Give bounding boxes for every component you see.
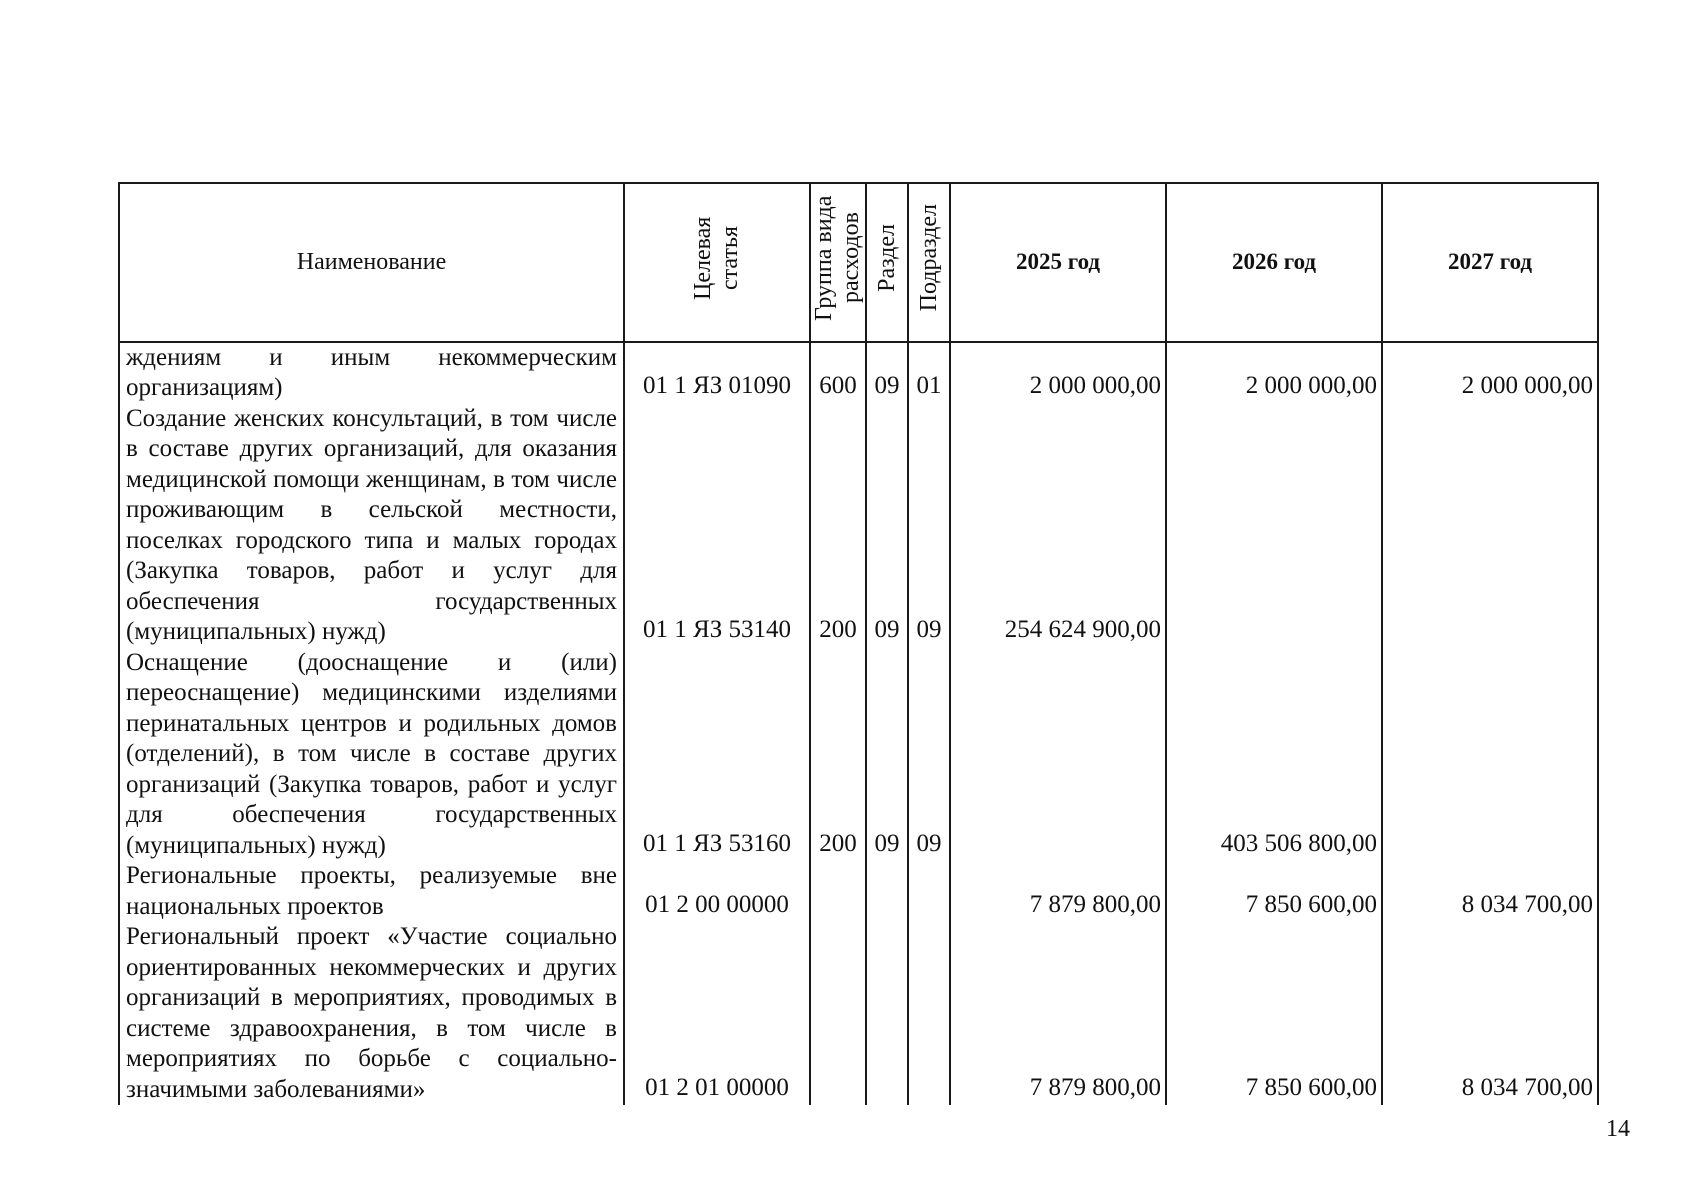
row-2026 — [1166, 404, 1382, 648]
table-row — [119, 861, 1598, 922]
row-article: 01 1 ЯЗ 01090 — [624, 342, 810, 404]
row-section: 09 — [866, 648, 908, 862]
row-article: 01 2 01 00000 — [624, 922, 810, 1105]
row-group — [810, 861, 866, 922]
row-group: 200 — [810, 404, 866, 648]
row-2026: 7 850 600,00 — [1166, 922, 1382, 1105]
row-2025 — [950, 648, 1166, 862]
row-name: Создание женских консультаций, в том числе в составе других организаций, для оказания медицинской помощи женщинам, в том числе проживающим в сельской местности, поселках городского типа и малых городах (Закупка товаров, работ и услуг для обеспечения государственных (муниципальных) нужд) — [119, 404, 624, 648]
row-subsection — [908, 861, 950, 922]
row-2027: 2 000 000,00 — [1382, 342, 1598, 404]
row-2025: 7 879 800,00 — [950, 922, 1166, 1105]
row-group — [810, 922, 866, 1105]
header-name: Наименование — [119, 183, 624, 342]
row-article: 01 1 ЯЗ 53140 — [624, 404, 810, 648]
row-article: 01 2 00 00000 — [624, 861, 810, 922]
header-section-label: Раздел — [873, 224, 900, 292]
header-subsection — [908, 183, 950, 342]
row-section: 09 — [866, 342, 908, 404]
table-row — [119, 922, 1598, 1105]
row-section — [866, 861, 908, 922]
header-target-article — [624, 183, 810, 342]
row-name: Региональный проект «Участие социально ориентированных некоммерческих и других организаций в мероприятиях, проводимых в системе здравоохранения, в том числе в мероприятиях по борьбе с социально-значимыми заболеваниями» — [119, 922, 624, 1105]
row-2027: 8 034 700,00 — [1382, 861, 1598, 922]
table-row — [119, 342, 1598, 404]
row-subsection — [908, 922, 950, 1105]
header-2026: 2026 год — [1166, 183, 1382, 342]
header-2025: 2025 год — [950, 183, 1166, 342]
row-subsection: 01 — [908, 342, 950, 404]
budget-table — [118, 182, 1599, 1105]
row-group: 200 — [810, 648, 866, 862]
row-2026: 7 850 600,00 — [1166, 861, 1382, 922]
header-2027: 2027 год — [1382, 183, 1598, 342]
row-section: 09 — [866, 404, 908, 648]
row-2027: 8 034 700,00 — [1382, 922, 1598, 1105]
table-row — [119, 404, 1598, 648]
row-2025: 7 879 800,00 — [950, 861, 1166, 922]
page-number: 14 — [1606, 1116, 1630, 1142]
row-2027 — [1382, 648, 1598, 862]
row-group: 600 — [810, 342, 866, 404]
header-expense-group-label: Группа вида расходов — [811, 195, 864, 321]
row-subsection: 09 — [908, 404, 950, 648]
row-2027 — [1382, 404, 1598, 648]
header-section — [866, 183, 908, 342]
table-header-row — [119, 183, 1598, 342]
row-2026: 403 506 800,00 — [1166, 648, 1382, 862]
row-2025: 254 624 900,00 — [950, 404, 1166, 648]
table-row — [119, 648, 1598, 862]
row-section — [866, 922, 908, 1105]
row-name: Региональные проекты, реализуемые вне национальных проектов — [119, 861, 624, 922]
row-article: 01 1 ЯЗ 53160 — [624, 648, 810, 862]
row-name: ждениям и иным некоммерческим организациям) — [119, 342, 624, 404]
header-target-article-label: Целевая статья — [690, 216, 743, 300]
header-subsection-label: Подраздел — [915, 204, 942, 312]
row-2025: 2 000 000,00 — [950, 342, 1166, 404]
row-subsection: 09 — [908, 648, 950, 862]
row-name: Оснащение (дооснащение и (или) переоснащение) медицинскими изделиями перинатальных центров и родильных домов (отделений), в том числе в составе других организаций (Закупка товаров, работ и услуг для обеспечения государственных (муниципальных) нужд) — [119, 648, 624, 862]
row-2026: 2 000 000,00 — [1166, 342, 1382, 404]
header-expense-group — [810, 183, 866, 342]
